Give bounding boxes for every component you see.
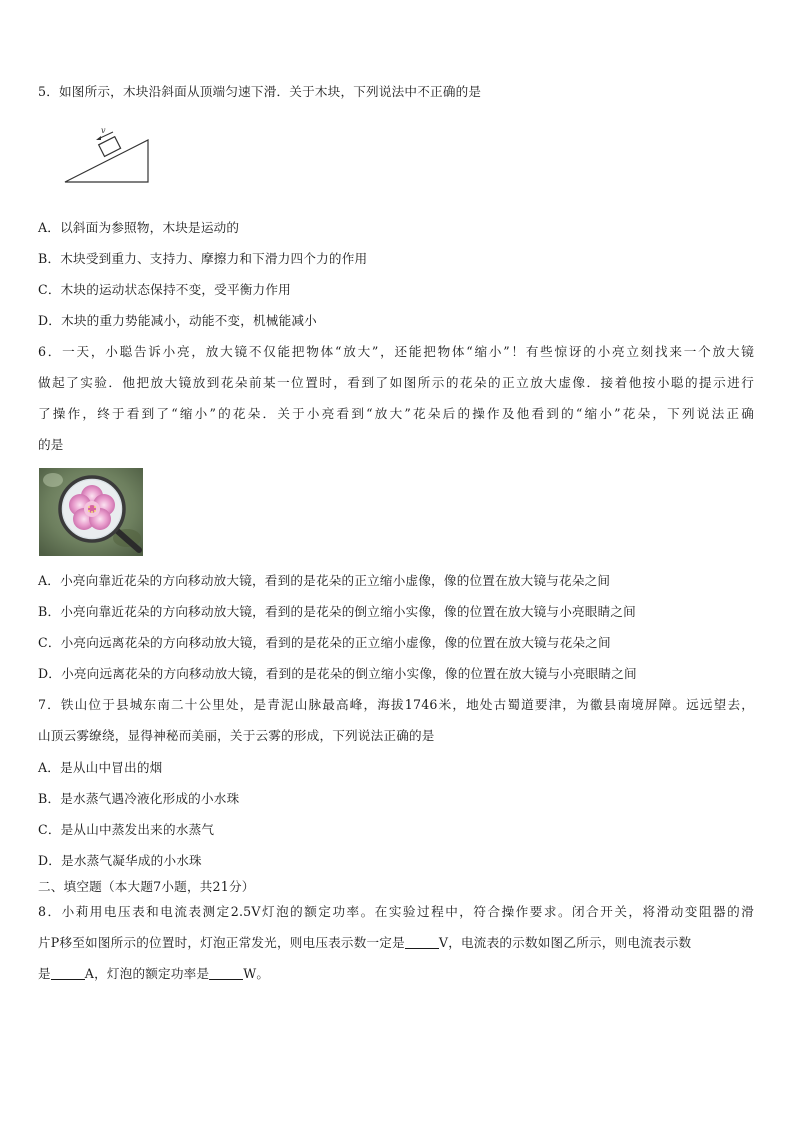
q7-option-d: D．是水蒸气凝华成的小水珠 (38, 853, 202, 868)
q8-line-3-text-a: 是 (38, 966, 51, 981)
incline-figure (58, 126, 158, 188)
q6-option-a: A．小亮向靠近花朵的方向移动放大镜，看到的是花朵的正立缩小虚像，像的位置在放大镜与花朵之间 (38, 573, 611, 588)
answer-blank-power[interactable] (209, 967, 243, 980)
velocity-arrow-head (96, 136, 101, 140)
q6-option-c: C．小亮向远离花朵的方向移动放大镜，看到的是花朵的正立缩小虚像，像的位置在放大镜与花朵之间 (38, 635, 611, 650)
answer-blank-voltage[interactable] (405, 936, 439, 949)
q6-stem-line-2: 做起了实验．他把放大镜放到花朵前某一位置时，看到了如图所示的花朵的正立放大虚像．接着他按小聪的提示进行 (38, 375, 754, 390)
q8-line-3 (38, 966, 269, 982)
q5-option-c: C．木块的运动状态保持不变，受平衡力作用 (38, 282, 291, 297)
q7-option-c: C．是从山中蒸发出来的水蒸气 (38, 822, 215, 837)
q8-line-2-text-b: V，电流表的示数如图乙所示，则电流表示数 (438, 935, 692, 950)
q7-stem-line-2: 山顶云雾缭绕，显得神秘而美丽，关于云雾的形成，下列说法正确的是 (38, 728, 435, 743)
q8-line-2-text-a: 片P移至如图所示的位置时，灯泡正常发光，则电压表示数一定是 (38, 935, 405, 950)
q8-line-1: 8．小莉用电压表和电流表测定2.5V灯泡的额定功率。在实验过程中，符合操作要求。闭合开关，将滑动变阻器的滑 (38, 904, 754, 919)
section-heading-fill-in: 二、填空题（本大题7小题，共21分） (38, 879, 255, 894)
q6-stem-line-1: 6．一天，小聪告诉小亮，放大镜不仅能把物体“放大”，还能把物体“缩小”！有些惊讶的小亮立刻找来一个放大镜 (38, 344, 754, 359)
q7-option-a: A．是从山中冒出的烟 (38, 760, 163, 775)
velocity-label: v (101, 126, 106, 135)
q6-stem-line-4: 的是 (38, 437, 64, 452)
q5-option-a: A．以斜面为参照物，木块是运动的 (38, 220, 240, 235)
answer-blank-current[interactable] (51, 967, 85, 980)
q6-stem-line-3: 了操作，终于看到了“缩小”的花朵．关于小亮看到“放大”花朵后的操作及他看到的“缩小”花朵，下列说法正确 (38, 406, 754, 421)
q5-option-d: D．木块的重力势能减小，动能不变，机械能减小 (38, 313, 317, 328)
q8-line-3-text-b: A，灯泡的额定功率是 (84, 966, 210, 981)
q8-line-2 (38, 935, 691, 951)
q6-option-d: D．小亮向远离花朵的方向移动放大镜，看到的是花朵的倒立缩小实像，像的位置在放大镜与小亮眼睛之间 (38, 666, 637, 681)
q7-stem-line-1: 7．铁山位于县城东南二十公里处，是青泥山脉最高峰，海拔1746米，地处古蜀道要津，为徽县南境屏障。远远望去， (38, 697, 754, 712)
q7-option-b: B．是水蒸气遇冷液化形成的小水珠 (38, 791, 240, 806)
magnifier-flower-photo (39, 468, 143, 556)
q5-stem: 5．如图所示，木块沿斜面从顶端匀速下滑．关于木块，下列说法中不正确的是 (38, 84, 482, 99)
q6-option-b: B．小亮向靠近花朵的方向移动放大镜，看到的是花朵的倒立缩小实像，像的位置在放大镜与小亮眼睛之间 (38, 604, 636, 619)
q5-option-b: B．木块受到重力、支持力、摩擦力和下滑力四个力的作用 (38, 251, 368, 266)
q8-line-3-text-c: W。 (243, 966, 270, 981)
wooden-block (99, 137, 121, 157)
